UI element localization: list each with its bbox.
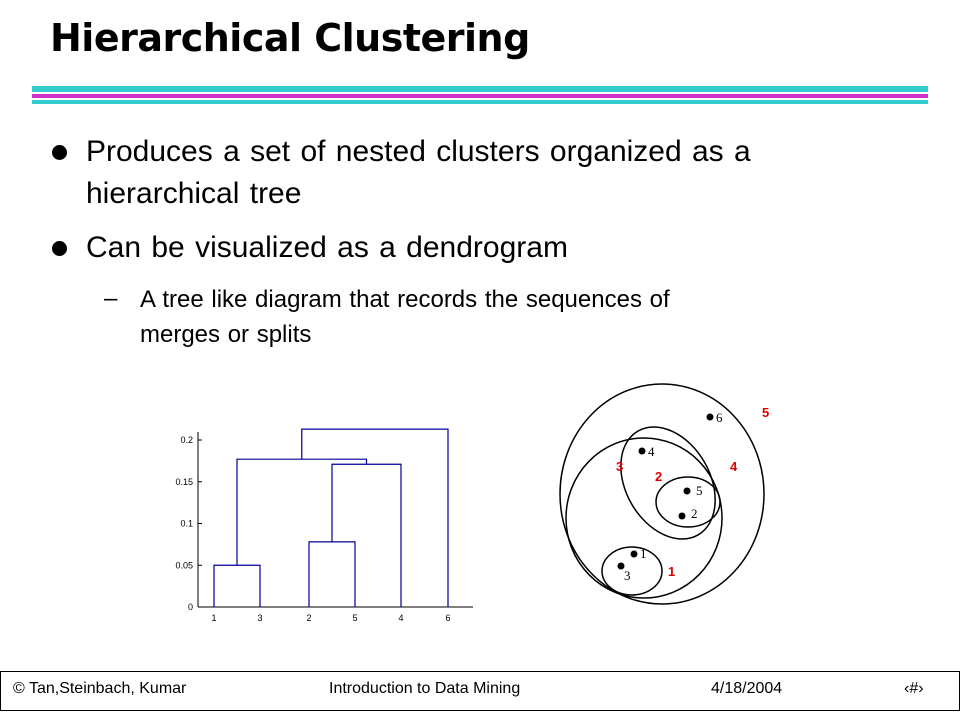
bullet-1-line-2: hierarchical tree [86, 177, 302, 210]
x-tick-label: 3 [257, 613, 263, 623]
sub-bullet-dash: – [104, 285, 118, 312]
bullet-2-line-1: Can be visualized as a dendrogram [86, 231, 568, 264]
cluster-label-4: 4 [730, 459, 738, 474]
sub-bullet-line-2: merges or splits [140, 321, 312, 348]
point-marker-6 [707, 414, 714, 421]
bullet-1-line-1: Produces a set of nested clusters organized as a [86, 135, 751, 168]
cluster-outline-4 [566, 438, 722, 598]
point-label-1: 1 [640, 546, 647, 561]
y-tick-label: 0.05 [175, 560, 193, 571]
footer-page-number: ‹#› [904, 680, 924, 697]
point-label-6: 6 [716, 410, 723, 425]
slide-title: Hierarchical Clustering [50, 16, 530, 60]
footer-date: 4/18/2004 [711, 680, 783, 697]
sub-bullet-line-1: A tree like diagram that records the sequences of [140, 286, 670, 313]
point-label-3: 3 [624, 568, 631, 583]
y-tick-label: 0.2 [180, 435, 193, 445]
point-marker-1 [631, 551, 638, 558]
y-tick-label: 0 [187, 602, 193, 612]
point-marker-5 [684, 488, 691, 495]
slide-footer [0, 671, 960, 711]
x-tick-label: 1 [211, 613, 217, 623]
point-marker-4 [639, 448, 646, 455]
point-label-2: 2 [691, 506, 698, 521]
point-label-4: 4 [648, 444, 655, 459]
point-marker-2 [679, 513, 686, 520]
footer-copyright: © Tan,Steinbach, Kumar [13, 680, 187, 697]
footer-course: Introduction to Data Mining [329, 680, 521, 697]
cluster-label-5: 5 [762, 405, 770, 420]
cluster-label-1: 1 [668, 564, 676, 579]
y-tick-label: 0.15 [175, 476, 193, 487]
cluster-outline-2 [656, 477, 720, 527]
x-tick-label: 5 [352, 613, 358, 623]
point-label-5: 5 [696, 483, 703, 498]
cluster-label-3: 3 [616, 459, 624, 474]
x-tick-label: 6 [445, 613, 451, 623]
x-tick-label: 2 [306, 613, 312, 623]
y-tick-label: 0.1 [180, 518, 193, 529]
cluster-label-2: 2 [655, 469, 663, 484]
x-tick-label: 4 [398, 613, 404, 623]
